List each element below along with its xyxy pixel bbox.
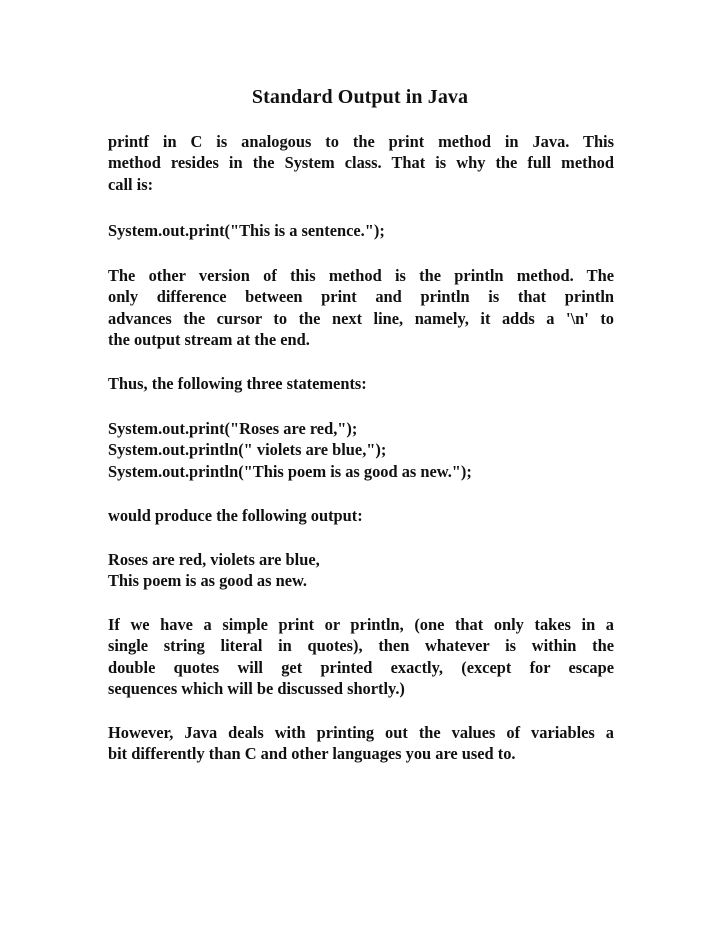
text-line: would produce the following output:: [108, 506, 363, 525]
code-line: System.out.print("Roses are red,");: [108, 419, 358, 438]
code-line: System.out.print("This is a sentence.");: [108, 221, 385, 240]
text-line: If we have a simple print or println, (one that only takes in a: [108, 615, 614, 634]
text-line: single string literal in quotes), then whatever is within the: [108, 636, 614, 656]
code-example-statements: [108, 418, 614, 482]
text-line: only difference between print and println is that println: [108, 287, 614, 307]
output-example: [108, 549, 614, 592]
text-line: double quotes will get printed exactly, (except for escape: [108, 657, 614, 677]
output-line: Roses are red, violets are blue,: [108, 550, 320, 569]
paragraph-println: [108, 265, 614, 350]
code-line: System.out.println(" violets are blue,");: [108, 440, 387, 460]
text-line: Thus, the following three statements:: [108, 374, 367, 393]
paragraph-variables: [108, 722, 614, 765]
page-title: Standard Output in Java: [251, 86, 469, 108]
text-line: sequences which will be discussed shortly.): [108, 678, 405, 698]
text-line: The other version of this method is the println method. The: [108, 266, 614, 285]
code-line: System.out.println("This poem is as good as new.");: [108, 461, 472, 481]
paragraph-string-literal: [108, 614, 614, 699]
paragraph-three-statements: [108, 373, 614, 394]
paragraph-output-intro: [108, 505, 614, 526]
text-line: advances the cursor to the next line, namely, it adds a '\n' to: [108, 308, 614, 328]
text-line: call is:: [108, 174, 154, 194]
output-line: This poem is as good as new.: [108, 571, 308, 591]
code-example-print: [108, 220, 614, 241]
text-line: bit differently than C and other languages you are used to.: [108, 744, 516, 764]
text-line: However, Java deals with printing out the values of variables a: [108, 723, 614, 742]
text-line: the output stream at the end.: [108, 329, 310, 349]
text-line: printf in C is analogous to the print method in Java. This: [108, 132, 614, 151]
text-line: method resides in the System class. That is why the full method: [108, 153, 614, 173]
paragraph-intro: [108, 131, 614, 195]
